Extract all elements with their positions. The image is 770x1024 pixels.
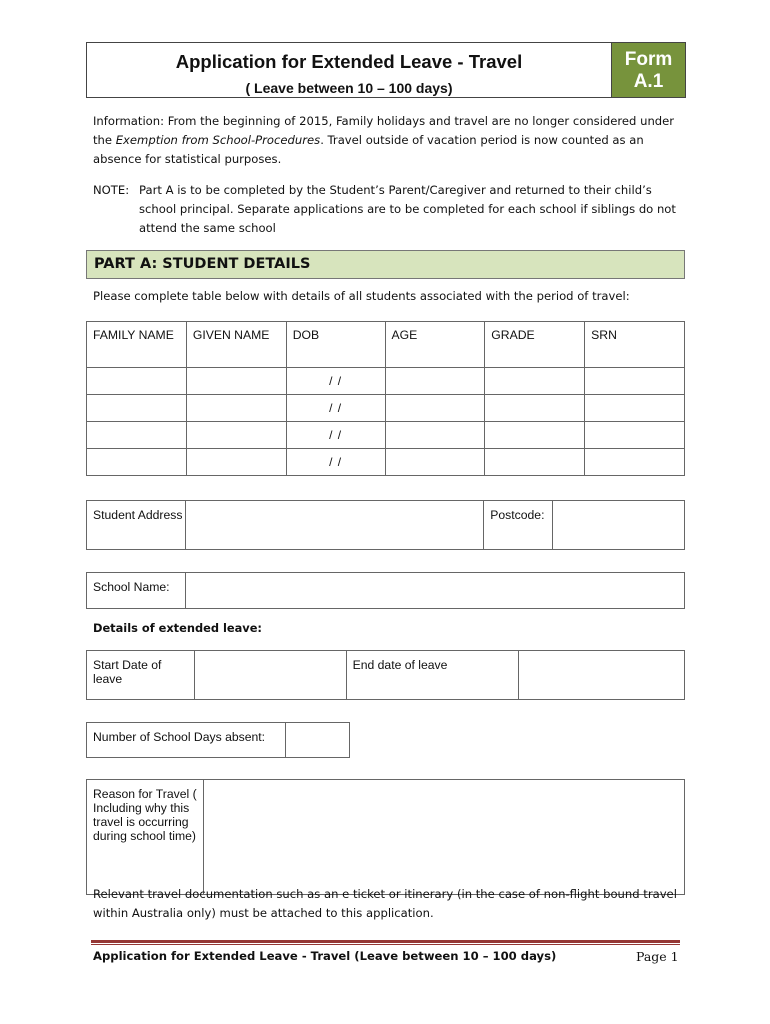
col-srn: SRN <box>585 322 685 368</box>
footer-rule-thin <box>91 944 680 945</box>
col-given-name: GIVEN NAME <box>186 322 286 368</box>
given-name-field[interactable] <box>186 449 286 476</box>
col-dob: DOB <box>286 322 385 368</box>
family-name-field[interactable] <box>87 395 187 422</box>
student-row <box>87 368 685 395</box>
given-name-field[interactable] <box>186 368 286 395</box>
grade-field[interactable] <box>485 449 585 476</box>
info-text-1: Information: From the beginning of 2015, Family holidays and travel are no longer considered under the <box>93 114 675 147</box>
leave-details-heading: Details of extended leave: <box>93 621 262 635</box>
address-table <box>86 500 685 550</box>
col-grade: GRADE <box>485 322 585 368</box>
note-label: NOTE: <box>93 183 130 197</box>
srn-field[interactable] <box>585 422 685 449</box>
family-name-field[interactable] <box>87 449 187 476</box>
part-a-intro: Please complete table below with details of all students associated with the period of travel: <box>93 289 630 303</box>
info-text-2: . Travel outside of vacation period is now counted as an absence for statistical purposes. <box>93 133 644 166</box>
school-name-label: School Name: <box>87 573 186 609</box>
documentation-note: Relevant travel documentation such as an e ticket or itinerary (in the case of non-flight bound travel within Australia only) must be attached to this application. <box>93 887 677 920</box>
srn-field[interactable] <box>585 368 685 395</box>
end-date-field[interactable] <box>519 651 685 700</box>
footer-title: Application for Extended Leave - Travel (Leave between 10 – 100 days) <box>93 949 557 963</box>
part-a-heading: PART A: STUDENT DETAILS <box>86 250 685 279</box>
dob-field[interactable]: / / <box>286 422 385 449</box>
dob-field[interactable]: / / <box>286 368 385 395</box>
dob-field[interactable]: / / <box>286 449 385 476</box>
col-family-name: FAMILY NAME <box>87 322 187 368</box>
student-row <box>87 395 685 422</box>
days-absent-field[interactable] <box>285 723 349 758</box>
title-cell <box>87 43 611 97</box>
age-field[interactable] <box>385 368 485 395</box>
start-date-label: Start Date of leave <box>87 651 195 700</box>
given-name-field[interactable] <box>186 395 286 422</box>
leave-dates-table <box>86 650 685 700</box>
student-address-label: Student Address <box>87 501 186 550</box>
form-subtitle: ( Leave between 10 – 100 days) <box>245 80 453 96</box>
srn-field[interactable] <box>585 449 685 476</box>
form-badge-line2: A.1 <box>633 71 664 92</box>
start-date-field[interactable] <box>194 651 346 700</box>
form-badge <box>611 42 686 98</box>
reason-label: Reason for Travel ( Including why this travel is occurring during school time) <box>87 780 204 895</box>
information-paragraph <box>93 112 683 169</box>
reason-field[interactable] <box>203 780 684 895</box>
days-absent-label: Number of School Days absent: <box>87 723 286 758</box>
page-number: Page 1 <box>636 949 679 964</box>
school-table <box>86 572 685 609</box>
postcode-label: Postcode: <box>484 501 553 550</box>
student-address-field[interactable] <box>185 501 483 550</box>
age-field[interactable] <box>385 422 485 449</box>
form-header <box>86 42 685 98</box>
students-table <box>86 321 685 476</box>
form-badge-line1: Form <box>624 49 673 70</box>
students-header-row <box>87 322 685 368</box>
dob-field[interactable]: / / <box>286 395 385 422</box>
end-date-label: End date of leave <box>346 651 519 700</box>
form-title: Application for Extended Leave - Travel <box>175 51 523 72</box>
given-name-field[interactable] <box>186 422 286 449</box>
postcode-field[interactable] <box>553 501 685 550</box>
family-name-field[interactable] <box>87 368 187 395</box>
grade-field[interactable] <box>485 395 585 422</box>
age-field[interactable] <box>385 449 485 476</box>
footer-rule-thick <box>91 940 680 943</box>
reason-table <box>86 779 685 895</box>
info-italic: Exemption from School-Procedures <box>115 133 321 147</box>
srn-field[interactable] <box>585 395 685 422</box>
student-row <box>87 422 685 449</box>
note-text: Part A is to be completed by the Student’s Parent/Caregiver and returned to their child’s school principal. Separate applications are to be completed for each school if siblings do not attend the same school <box>139 183 676 235</box>
days-absent-table <box>86 722 350 758</box>
grade-field[interactable] <box>485 422 585 449</box>
grade-field[interactable] <box>485 368 585 395</box>
school-name-field[interactable] <box>185 573 684 609</box>
col-age: AGE <box>385 322 485 368</box>
student-row <box>87 449 685 476</box>
family-name-field[interactable] <box>87 422 187 449</box>
age-field[interactable] <box>385 395 485 422</box>
